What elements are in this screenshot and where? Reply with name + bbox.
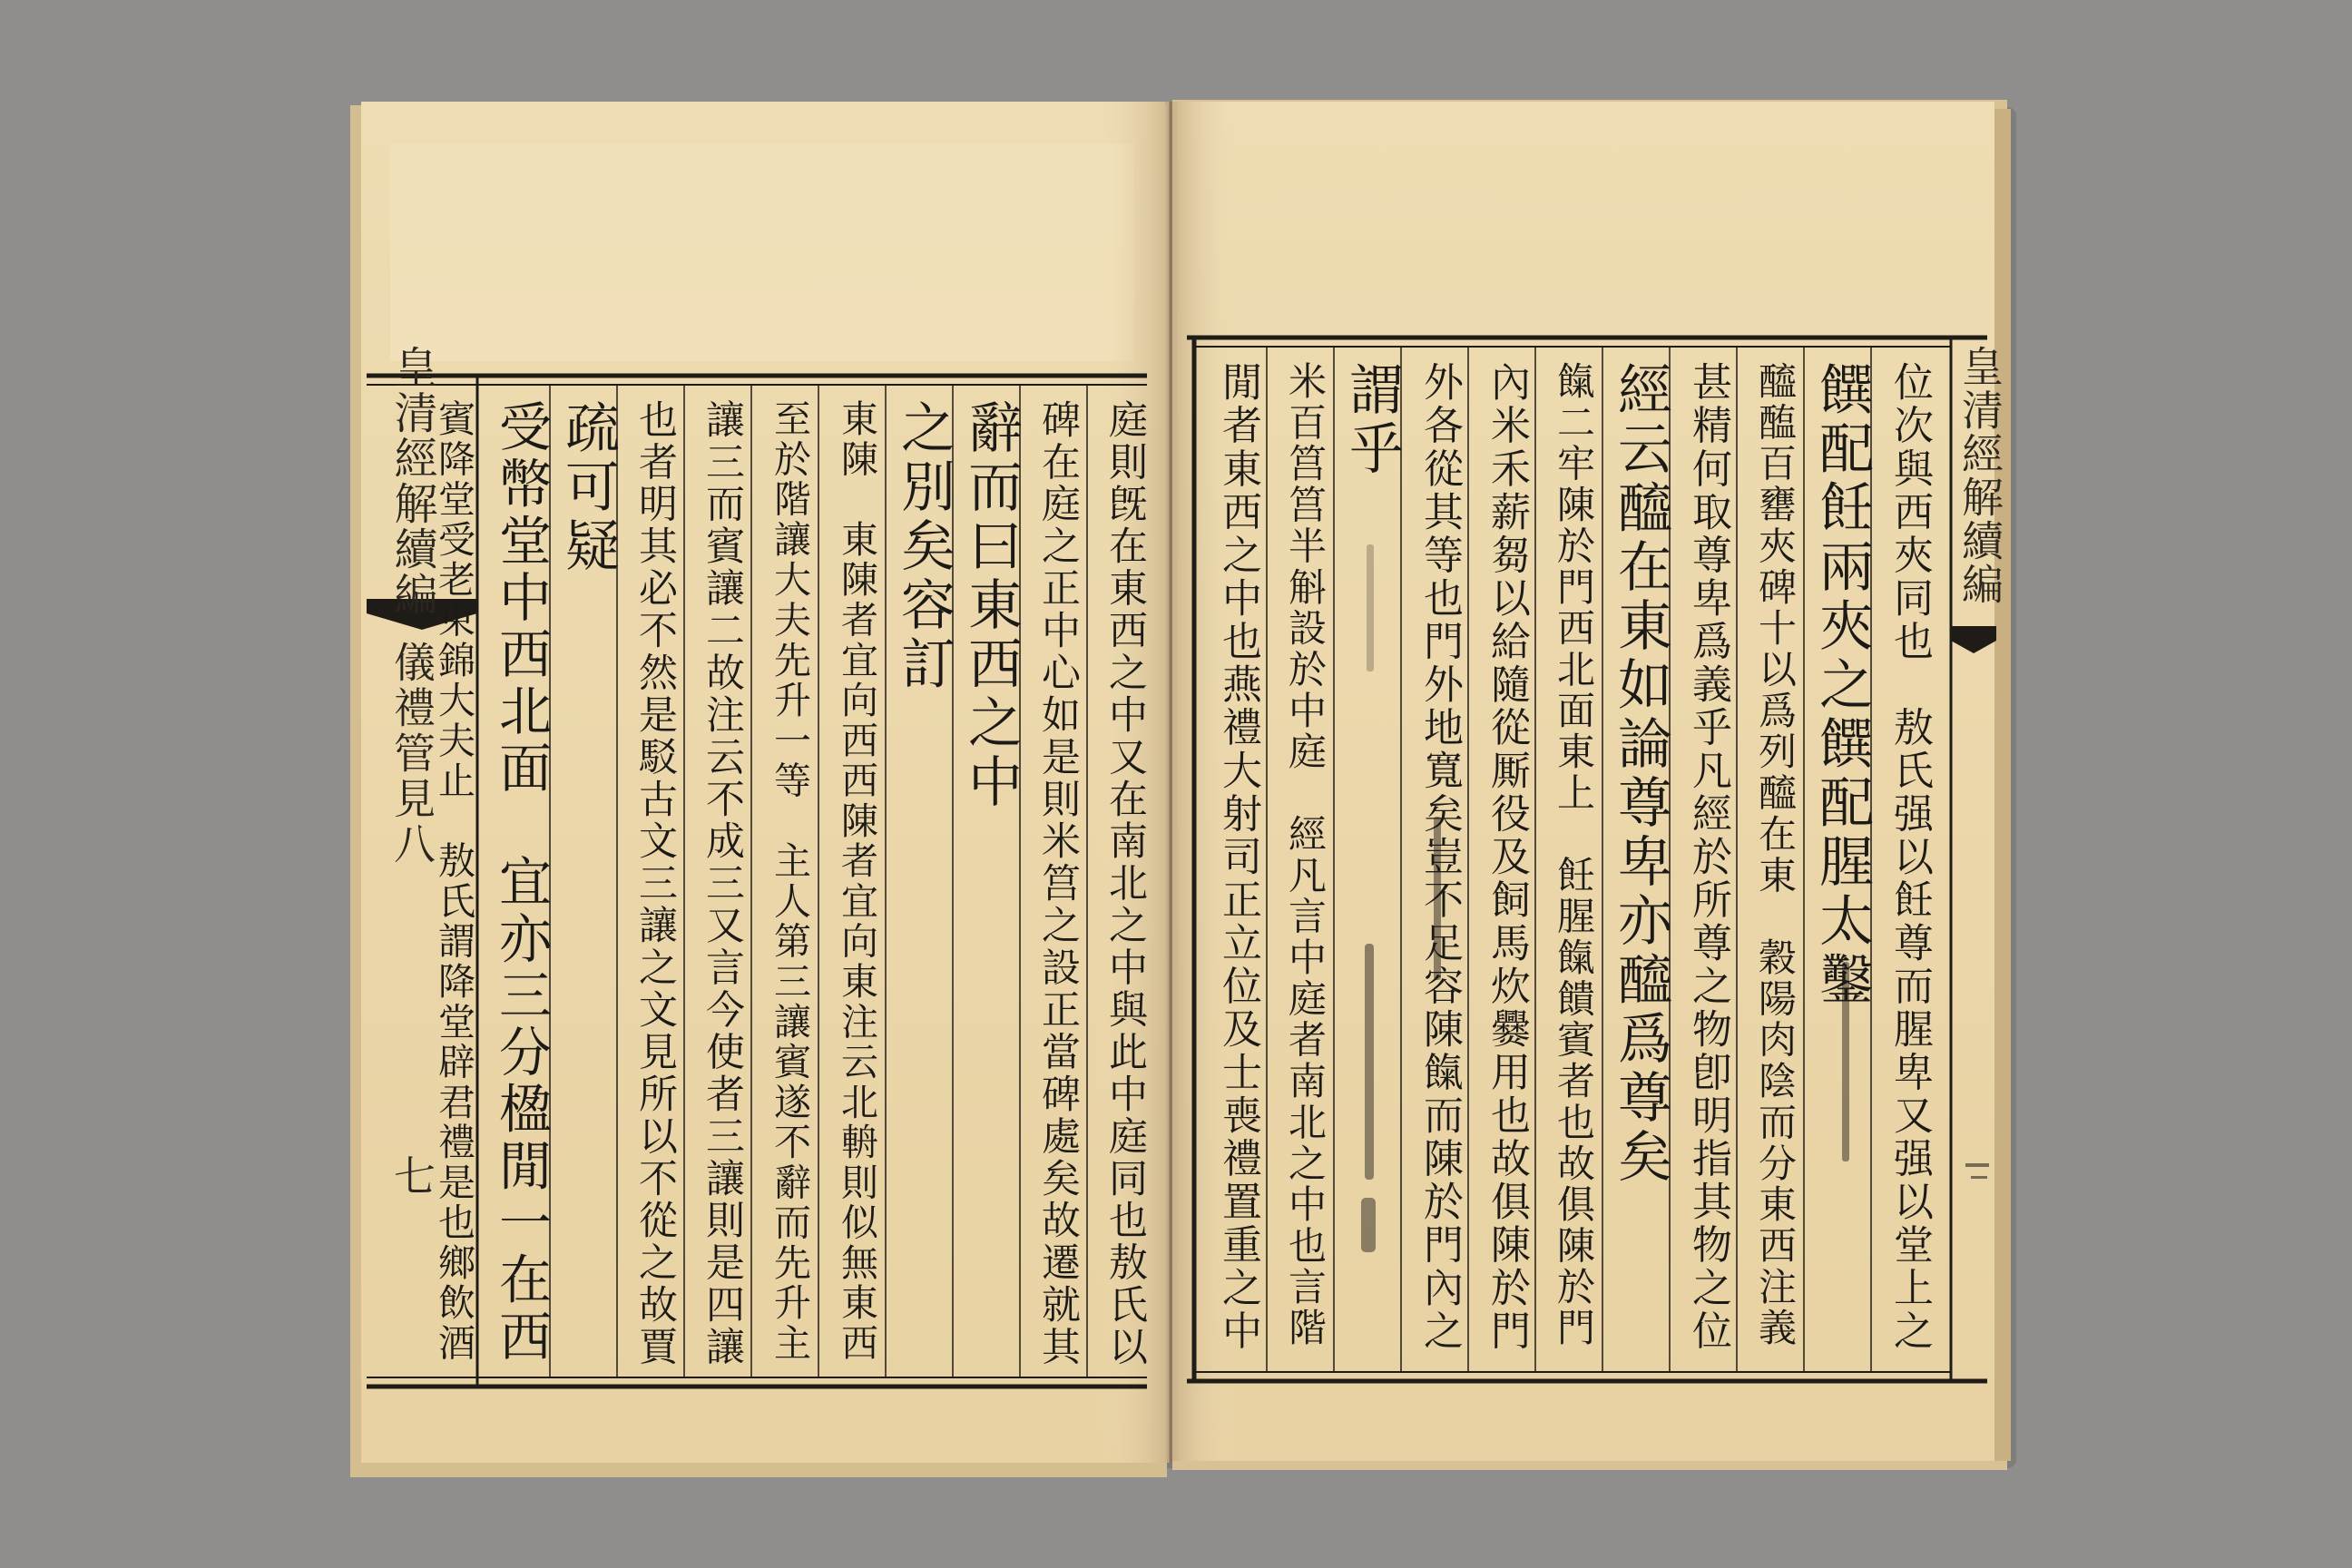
left-page-top-patch xyxy=(390,143,1134,361)
right-column-5: 經云醯在東如論尊卑亦醯爲尊矣 xyxy=(1609,361,1672,1187)
right-column-9: 謂乎 xyxy=(1340,361,1404,479)
right-column-1: 位次與西夾同也 敖氏强以飪尊而腥卑又强以堂上之 xyxy=(1886,361,1933,1353)
left-column-4: 之別矣容訂 xyxy=(892,399,956,694)
right-column-11: 閒者東西之中也燕禮大射司正立位及士喪禮置重之中 xyxy=(1215,361,1261,1353)
right-column-10: 米百筥筥半斛設於中庭 經凡言中庭者南北之中也言階 xyxy=(1283,361,1328,1349)
right-margin-title: 皇清經解續編 xyxy=(1955,345,2004,606)
left-folio: 七 xyxy=(387,1154,436,1196)
left-column-6: 至於階讓大夫先升一等 主人第三讓賓遂不辭而先升主 xyxy=(768,399,811,1364)
left-column-5: 東陳 東陳者宜向西西陳者宜向東注云北輈則似無東西 xyxy=(835,399,878,1364)
left-column-11: 賓降堂受老束錦大夫止 敖氏謂降堂辟君禮是也鄉飲酒 xyxy=(432,399,475,1364)
left-column-2: 碑在庭之正中心如是則米筥之設正當碑處矣故遷就其 xyxy=(1035,399,1081,1369)
left-column-7: 讓三而賓讓二故注云不成三又言今使者三讓則是四讓 xyxy=(700,399,745,1369)
left-section-title: 儀禮管見八 xyxy=(387,641,436,867)
right-column-7: 內米禾薪芻以給隨從厮役及飼馬炊爨用也故俱陳於門 xyxy=(1484,361,1530,1353)
right-column-2: 饌配飪兩夾之饌配腥太鑿 xyxy=(1810,361,1874,1010)
right-column-4: 甚精何取尊卑爲義乎凡經於所尊之物卽明指其物之位 xyxy=(1685,361,1731,1353)
left-column-3: 辭而曰東西之中 xyxy=(959,399,1023,812)
left-column-8: 也者明其必不然是駁古文三讓之文見所以不從之故賈 xyxy=(632,399,678,1369)
right-column-6: 餼二牢陳於門西北面東上 飪腥餼饋賓者也故俱陳於門 xyxy=(1552,361,1596,1349)
left-column-1: 庭則旣在東西之中又在南北之中與此中庭同也敖氏以 xyxy=(1102,399,1148,1369)
left-margin-title: 皇清經解續編 xyxy=(387,345,437,617)
left-column-10: 受幣堂中西北面 宜亦三分楹閒一在西 xyxy=(490,399,552,1366)
right-column-8: 外各從其等也門外地寬矣豈不足容陳餼而陳於門內之 xyxy=(1416,361,1463,1353)
left-column-9: 疏可疑 xyxy=(556,399,620,576)
right-column-3: 醯醢百罋夾碑十以爲列醯在東 穀陽肉陰而分東西注義 xyxy=(1753,361,1798,1349)
